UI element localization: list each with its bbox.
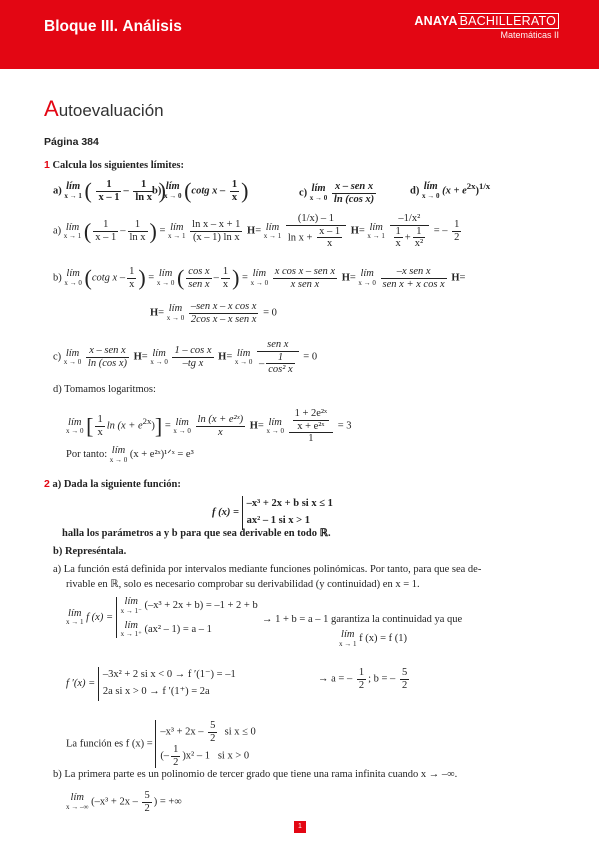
- frac-num: ln x – x + 1: [192, 219, 241, 231]
- limit-result: ) = +∞: [153, 796, 182, 808]
- exercise-number: 1: [44, 159, 50, 171]
- exercise-2-statement: [44, 478, 181, 490]
- limit-body-close: ): [475, 185, 479, 197]
- frac-den: x + e²ˣ: [297, 420, 325, 432]
- lim-sub: x → 1⁺: [120, 630, 142, 638]
- solution-a: a) lím x → 1 ( $\frac{1}{x - 1}$ – $\frac{1}{\text{ln x}}$ ) = lím x → 1 $\frac{\text{ln x – x + 1}}{\text{(x – 1) ln x}}$ H= lím x → 1 (1/x) – 1 ln x + $\frac{x - 1}{x}$ H= lím x → 1 –1/x² $\frac{1}{x}$ + $\frac{1}{\text{x²}}$ = – $\frac{1}{2}$: [53, 213, 460, 250]
- lim-sub: x → 0: [358, 278, 376, 287]
- frac-den: ln x: [135, 191, 152, 203]
- frac-num: 1 + 2e²ˣ: [294, 408, 328, 419]
- block-number: Bloque III.: [44, 18, 119, 35]
- result: = 3: [337, 420, 352, 432]
- frac-num: x – sen x: [86, 345, 129, 358]
- lim-word: lím: [236, 347, 251, 359]
- lim-word: lím: [175, 416, 189, 428]
- piece-2-b: )x² – 1: [182, 750, 210, 762]
- derivative: [66, 667, 236, 701]
- equals: =: [148, 272, 155, 284]
- lhopital-mark: H: [218, 351, 227, 363]
- piecewise-function: [212, 496, 333, 530]
- lim-sub: x → 1: [66, 618, 84, 627]
- solution-d: lím x → 0 [ $\frac{1}{x}$ $\ln (x + e^{2x})$] = lím x → 0 $\frac{\text{ln (x + e²ˣ)}}{x}$ H= lím x → 0 $\frac{\frac{\text{1 + 2e²ˣ}}{\text{x + e²ˣ}}}{1}$ = 3: [66, 408, 352, 445]
- frac-den: 2: [358, 679, 365, 691]
- log-body-close: ): [151, 420, 155, 432]
- left-limit: (–x³ + 2x + b) = –1 + 2 + b: [144, 600, 258, 612]
- lhopital-mark: H: [150, 307, 159, 319]
- frac-den: 2: [210, 732, 216, 744]
- frac-den: sen x: [188, 278, 210, 290]
- option-a-label: a): [53, 185, 62, 197]
- function-label: f (x) =: [86, 611, 114, 623]
- derivative-label: f ′(x) =: [66, 678, 96, 690]
- lim-sub: x → 0: [173, 427, 191, 436]
- frac-den: x: [395, 238, 401, 250]
- lim-word: lím: [265, 221, 280, 233]
- lim-word: lím: [341, 629, 355, 640]
- lim-sub: x → 1⁻: [120, 606, 142, 615]
- exponent: 1/x: [478, 181, 491, 191]
- frac-num: x – sen x: [332, 181, 376, 194]
- option-b: b) lím x → 0 (cotg x – $\frac{1}{x}$ ): [152, 178, 249, 203]
- brand-logo: [414, 14, 559, 40]
- frac-num: 5: [210, 720, 216, 731]
- lim-word: lím: [65, 221, 80, 233]
- frac-den: –tg x: [182, 357, 204, 369]
- lim-word: lím: [68, 607, 82, 619]
- lim-sub: x → 1: [263, 232, 282, 241]
- frac-num: 1: [222, 265, 229, 277]
- exercise-2-task: halla los parámetros a y b para que sea derivable en todo ℝ.: [62, 528, 331, 539]
- frac-num: cos x: [188, 265, 210, 277]
- derivative-piece-2: 2a si x > 0 → f ′(1⁺) = 2a: [102, 685, 210, 697]
- header-bar: [0, 0, 599, 69]
- equals: =: [159, 225, 166, 237]
- piece-1-cond: si x ≤ 0: [224, 726, 256, 738]
- lim-word: lím: [369, 221, 383, 233]
- equals: =: [164, 420, 171, 432]
- lim-word: lím: [311, 183, 326, 195]
- exponent: 2x: [466, 181, 476, 191]
- lim-word: lím: [124, 596, 138, 607]
- brand-subject: Matemáticas II: [500, 30, 559, 40]
- frac-num: 1: [231, 178, 238, 190]
- frac-num: –sen x – x cos x: [190, 301, 257, 312]
- brand-bachillerato: BACHILLERATO: [458, 13, 559, 29]
- lim-sub: x → 1: [367, 232, 385, 241]
- lhopital-mark: H: [133, 351, 142, 363]
- lim-sub: x → 0: [250, 278, 269, 287]
- frac-den: x: [326, 238, 333, 250]
- frac-num: 1: [128, 219, 148, 232]
- frac-num: x cos x – sen x: [274, 265, 336, 277]
- lim-sub: x → 1: [168, 232, 186, 241]
- frac-den: x – 1: [95, 231, 117, 243]
- frac-num: 1: [129, 265, 135, 277]
- frac-num: 1: [93, 219, 118, 232]
- frac-num: 1: [97, 414, 103, 426]
- function-final: [66, 720, 256, 768]
- lhopital-mark: H: [341, 272, 350, 284]
- section-first-letter: A: [44, 96, 59, 121]
- lim-word: lím: [423, 181, 438, 193]
- lateral-limits: [66, 597, 258, 638]
- frac-num: 1: [133, 179, 154, 192]
- lim-word: lím: [168, 303, 183, 315]
- solution-2a-line2: rivable en ℝ, solo es necesario comprobar su derivabilidad (y continuidad) en x = 1.: [66, 579, 420, 590]
- frac-num: 1: [96, 179, 121, 192]
- frac-num: ln (x + e²ˣ): [197, 414, 244, 426]
- lim-sub: x → 0: [166, 313, 185, 322]
- lim-word: lím: [170, 221, 184, 233]
- frac-den: (x – 1) ln x: [192, 231, 240, 243]
- lim-word: lím: [70, 792, 84, 804]
- frac-num: –1/x²: [390, 213, 430, 226]
- final-label: Por tanto:: [66, 449, 108, 461]
- lim-sub: x → 0: [150, 358, 168, 367]
- lim-word: lím: [268, 416, 282, 428]
- frac-den: ln (cos x): [87, 357, 127, 369]
- lim-sub: x → 0: [309, 193, 328, 202]
- frac-num: 1 – cos x: [174, 345, 212, 357]
- solution-2a-line1: a) La función está definida por intervalos mediante funciones polinómicas. Por tanto, para que sea de-: [53, 564, 482, 575]
- frac-den: x: [231, 191, 238, 203]
- lim-word: lím: [66, 268, 80, 280]
- exponent: 2x: [142, 416, 152, 427]
- frac-den: x: [97, 426, 103, 438]
- b-label: ; b = –: [368, 673, 396, 685]
- lim-sub: x → 0: [66, 427, 84, 436]
- solution-d-final: [66, 446, 194, 464]
- solution-2b: b) La primera parte es un polinomio de tercer grado que tiene una rama infinita cuando x → –∞.: [53, 769, 458, 780]
- lim-sub: x → 0: [163, 191, 182, 200]
- frac-den: x – 1: [98, 191, 120, 203]
- frac-den: 2: [173, 756, 179, 768]
- continuity-note: → 1 + b = a – 1 garantiza la continuidad ya que: [262, 614, 463, 625]
- frac-den: ln x: [129, 231, 146, 243]
- frac-num: 5: [144, 790, 150, 801]
- frac-den: 2cos x – x sen x: [190, 313, 257, 325]
- frac-den: sen x + x cos x: [382, 278, 445, 290]
- lim-sub: x → 0: [421, 191, 440, 200]
- page-label: Página 384: [44, 136, 99, 148]
- lim-sub: x → 1: [339, 639, 357, 648]
- function-label: f (x) =: [212, 507, 239, 519]
- result: = 0: [263, 307, 277, 319]
- block-title: [44, 18, 182, 36]
- lim-sub: x → 0: [234, 358, 253, 367]
- piece-2: ax² – 1 si x > 1: [246, 514, 310, 526]
- frac-num: 1: [395, 225, 401, 237]
- limit-body: cotg x –: [91, 272, 126, 284]
- frac-num: 1: [454, 219, 460, 231]
- result: = 0: [303, 351, 318, 363]
- page-number: 1: [294, 821, 306, 833]
- piece-1: –x³ + 2x + b si x ≤ 1: [246, 498, 333, 509]
- lhopital-mark: H: [451, 272, 460, 284]
- lim-word: lím: [68, 416, 82, 428]
- exercise-number: 2: [44, 478, 50, 490]
- option-c-label: c): [299, 187, 308, 199]
- piece-2-cond: si x > 0: [217, 750, 250, 762]
- exercise-2-part-b: b) Represéntala.: [53, 546, 127, 557]
- equals: =: [242, 272, 248, 284]
- frac-den: ln (cos x): [333, 193, 375, 205]
- solution-2b-limit: [66, 790, 182, 814]
- continuity-condition: [339, 630, 407, 648]
- option-d-label: d): [410, 185, 420, 197]
- option-b-label: b): [152, 185, 162, 197]
- frac-den: 1: [308, 433, 314, 445]
- frac-num: sen x: [257, 339, 299, 352]
- limit-body: cotg x –: [191, 185, 226, 197]
- option-d: [410, 181, 490, 200]
- exercise-text: Calcula los siguientes límites:: [52, 160, 185, 171]
- lim-sub: x → 0: [64, 278, 82, 287]
- frac-den: cos² x: [268, 364, 293, 376]
- function-final-label: La función es f (x) =: [66, 738, 153, 750]
- lim-word: lím: [252, 268, 267, 280]
- frac-num: 1: [173, 744, 179, 756]
- lhopital-mark: H: [247, 225, 256, 237]
- lim-word: lím: [158, 268, 173, 280]
- solution-b-cont: H= lím x → 0 $\frac{\text{–sen x – x cos x}}{\text{2cos x – x sen x}}$ = 0: [150, 301, 277, 325]
- lim-sub: x → –∞: [66, 802, 89, 811]
- frac-den: 2: [454, 231, 460, 243]
- option-a: a) lím x → 1 ( $\frac{1}{x - 1}$ – $\frac{1}{\text{ln x}}$ ): [53, 178, 166, 203]
- lim-word: lím: [111, 445, 126, 456]
- lim-word: lím: [66, 181, 81, 193]
- solution-c-label: c): [53, 351, 62, 363]
- lim-sub: x → 0: [109, 455, 128, 464]
- lhopital-mark: H: [249, 420, 258, 432]
- a-label: → a = –: [318, 673, 353, 685]
- frac-den: x: [217, 426, 223, 438]
- piece-2-a: (–: [160, 750, 170, 762]
- lhopital-mark: H: [350, 225, 359, 237]
- lim-word: lím: [65, 347, 80, 359]
- frac-num: 1: [266, 352, 294, 365]
- solution-b: b) lím x → 0 (cotg x – $\frac{1}{x}$ ) = lím x → 0 ( $\frac{\text{cos x}}{\text{sen x}}$ – $\frac{1}{x}$ ) = lím x → 0 $\frac{\text{x cos x – sen x}}{\text{x sen x}}$ H= lím x → 0 $\frac{\text{–x sen x}}{\text{sen x + x cos x}}$ H=: [53, 265, 466, 290]
- brand-anaya: ANAYA: [414, 14, 458, 28]
- frac-num: –x sen x: [381, 266, 447, 279]
- den-part: ln x +: [287, 232, 313, 243]
- frac-den: x: [222, 278, 229, 290]
- result-sign: = –: [433, 225, 448, 237]
- frac-num: 1: [358, 667, 365, 678]
- log-body: ln (x + e: [106, 420, 143, 432]
- solution-a-label: a): [53, 225, 62, 237]
- frac-den: x sen x: [290, 278, 320, 290]
- lim-sub: x → 1: [64, 191, 82, 200]
- lim-sub: x → 0: [156, 278, 175, 287]
- frac-den: x: [129, 278, 135, 290]
- continuity-eq: f (x) = f (1): [359, 633, 408, 645]
- final-result: (x + e²ˣ)¹ᐟˣ = e³: [129, 449, 194, 461]
- limit-body: (x + e: [442, 185, 467, 197]
- lim-word: lím: [152, 347, 166, 359]
- lim-sub: x → 1: [63, 232, 82, 241]
- piece-1-a: –x³ + 2x –: [160, 726, 204, 738]
- parameter-result: [318, 667, 411, 691]
- frac-num: 1: [413, 226, 425, 239]
- section-title: [44, 96, 164, 122]
- option-c: [299, 181, 378, 205]
- frac-den: 2: [401, 679, 408, 691]
- lim-word: lím: [360, 268, 374, 280]
- frac-num: 5: [401, 667, 408, 678]
- frac-den: 2: [144, 802, 150, 814]
- lim-sub: x → 0: [266, 427, 284, 436]
- frac-den: x²: [414, 238, 424, 250]
- limit-body: (–x³ + 2x –: [91, 796, 138, 808]
- derivative-piece-1: –3x² + 2 si x < 0 → f ′(1⁻) = –1: [102, 669, 236, 680]
- exercise-1-statement: [44, 159, 184, 171]
- lim-sub: x → 0: [63, 358, 82, 367]
- solution-b-label: b): [53, 272, 62, 284]
- right-limit: (ax² – 1) = a – 1: [144, 623, 212, 635]
- exercise-part-a: a) Dada la siguiente función:: [52, 479, 181, 490]
- frac-num: x – 1: [319, 225, 341, 237]
- section-title-rest: utoevaluación: [58, 101, 164, 120]
- lim-word: lím: [165, 181, 180, 193]
- block-topic: Análisis: [122, 18, 182, 35]
- solution-d-intro: d) Tomamos logaritmos:: [53, 384, 156, 395]
- frac-num: (1/x) – 1: [286, 213, 346, 226]
- solution-c: c) lím x → 0 $\frac{\text{x – sen x}}{\text{ln (cos x)}}$ H= lím x → 0 $\frac{\text{1 – cos x}}{\text{–tg x}}$ H= lím x → 0 sen x – $\frac{1}{\text{cos² x}}$ = 0: [53, 339, 318, 376]
- lim-word: lím: [124, 619, 138, 631]
